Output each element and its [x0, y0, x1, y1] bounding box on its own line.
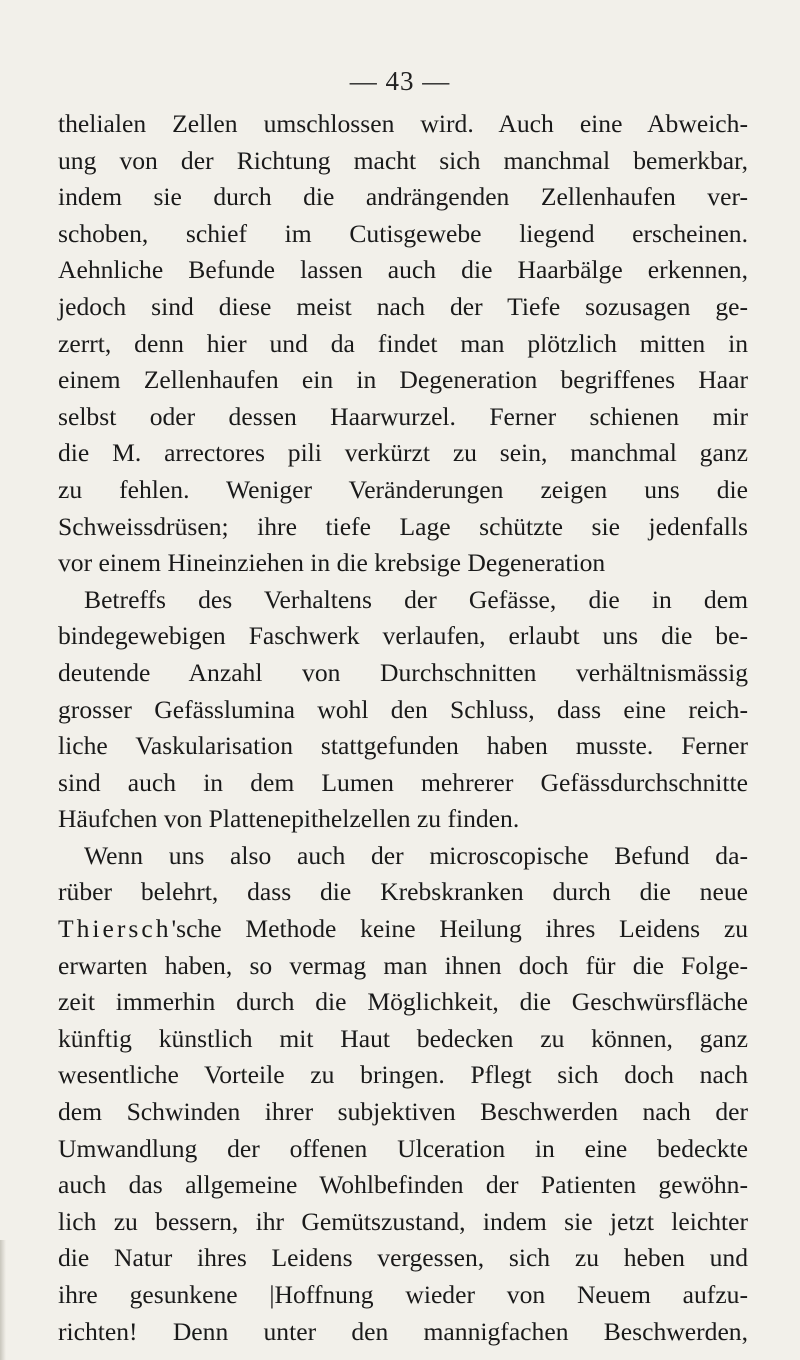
page-edge-shadow: [0, 1240, 6, 1360]
line-suffix: 'sche Methode keine Heilung ihres Leidens zu: [171, 914, 748, 944]
paragraph-start-line: Wenn uns also auch der microscopische Befund da-: [84, 840, 748, 870]
text-line: thelialen Zellen umschlossen wird. Auch eine Abweich-: [58, 109, 748, 138]
text-line: liche Vaskularisation stattgefunden haben musste. Ferner: [58, 731, 748, 761]
text-line-with-spaced-name: [58, 911, 748, 948]
text-line: auch das allgemeine Wohlbefinden der Patienten gewöhn-: [58, 1170, 748, 1200]
text-line: dem Schwinden ihrer subjektiven Beschwerden nach der: [58, 1097, 748, 1127]
text-line: Umwandlung der offenen Ulceration in eine bedeckte: [58, 1133, 748, 1163]
text-line: einem Zellenhaufen ein in Degeneration begriffenes Haar: [58, 365, 748, 395]
page-number: — 43 —: [349, 66, 451, 96]
text-line: lich zu bessern, ihr Gemütszustand, indem sie jetzt leichter: [58, 1206, 748, 1236]
text-line: deutende Anzahl von Durchschnitten verhältnismässig: [58, 657, 748, 687]
text-line: Häufchen von Plattenepithelzellen zu finden.: [58, 804, 520, 834]
paragraph-start-line: Betreffs des Verhaltens der Gefässe, die in dem: [84, 584, 748, 614]
text-line: bindegewebigen Faschwerk verlaufen, erlaubt uns die be-: [58, 621, 748, 651]
text-line: Aehnliche Befunde lassen auch die Haarbälge erkennen,: [58, 255, 748, 285]
text-line: die Natur ihres Leidens vergessen, sich zu heben und: [58, 1243, 748, 1273]
text-line: sind auch in dem Lumen mehrerer Gefässdurchschnitte: [58, 767, 748, 797]
text-line: ihre gesunkene |Hoffnung wieder von Neuem aufzu-: [58, 1280, 748, 1309]
text-line: Schweissdrüsen; ihre tiefe Lage schützte sie jedenfalls: [58, 511, 748, 541]
text-line: wesentliche Vorteile zu bringen. Pflegt sich doch nach: [58, 1060, 748, 1090]
text-line: künftig künstlich mit Haut bedecken zu können, ganz: [58, 1023, 748, 1053]
body-text: [58, 106, 748, 1350]
text-line: richten! Denn unter den mannigfachen Beschwerden,: [58, 1316, 748, 1346]
text-line: schoben, schief im Cutisgewebe liegend erscheinen.: [58, 218, 748, 248]
text-line: zerrt, denn hier und da findet man plötzlich mitten in: [58, 328, 748, 358]
text-line: die M. arrectores pili verkürzt zu sein, manchmal ganz: [58, 438, 748, 468]
spaced-name-thiersch: Thiersch: [58, 914, 172, 944]
text-line: rüber belehrt, dass die Krebskranken durch die neue: [58, 877, 748, 907]
text-line: ung von der Richtung macht sich manchmal bemerkbar,: [58, 145, 748, 175]
text-line: indem sie durch die andrängenden Zellenhaufen ver-: [58, 182, 748, 212]
text-line: zeit immerhin durch die Möglichkeit, die Geschwürsfläche: [58, 987, 748, 1017]
text-line: jedoch sind diese meist nach der Tiefe sozusagen ge-: [58, 291, 748, 321]
text-line: vor einem Hineinziehen in die krebsige Degeneration: [58, 548, 606, 578]
text-line: grosser Gefässlumina wohl den Schluss, dass eine reich-: [58, 694, 748, 724]
text-line: selbst oder dessen Haarwurzel. Ferner schienen mir: [58, 401, 748, 431]
text-line: zu fehlen. Weniger Veränderungen zeigen uns die: [58, 474, 748, 504]
text-line: erwarten haben, so vermag man ihnen doch für die Folge-: [58, 950, 748, 980]
